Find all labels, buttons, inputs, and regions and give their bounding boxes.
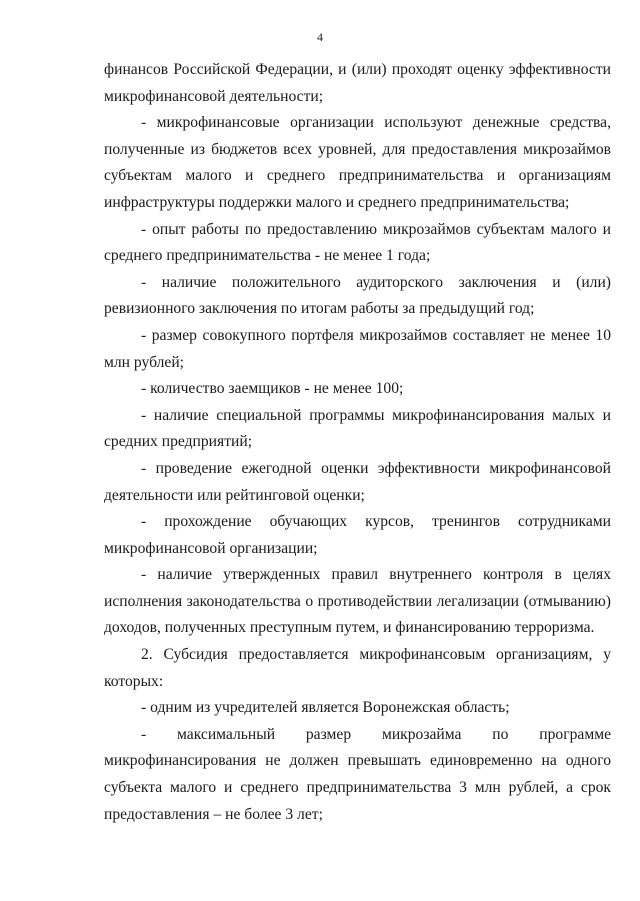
paragraph-experience: - опыт работы по предоставлению микрозаймов субъектам малого и среднего предпринимательства - не менее 1 года; bbox=[104, 220, 611, 265]
paragraph-audit: - наличие положительного аудиторского заключения и (или) ревизионного заключения по итогам работы за предыдущий год; bbox=[104, 273, 611, 318]
paragraph-borrowers-count: - количество заемщиков - не менее 100; bbox=[141, 380, 404, 398]
paragraph-portfolio-size: - размер совокупного портфеля микрозаймов составляет не менее 10 млн рублей; bbox=[104, 326, 611, 371]
paragraph-max-loan: - максимальный размер микрозайма по программе микрофинансирования не должен превышать единовременно на одного субъекта малого и среднего предпринимательства 3 млн рублей, а срок предоставления – не более 3 лет; bbox=[104, 725, 611, 823]
paragraph-special-program: - наличие специальной программы микрофинансирования малых и средних предприятий; bbox=[104, 406, 611, 451]
paragraph-annual-evaluation: - проведение ежегодной оценки эффективности микрофинансовой деятельности или рейтинговой оценки; bbox=[104, 459, 611, 504]
document-body bbox=[104, 57, 611, 828]
paragraph-internal-control: - наличие утвержденных правил внутреннего контроля в целях исполнения законодательства о противодействии легализации (отмыванию) доходов, полученных преступным путем, и финансированию терроризма. bbox=[104, 566, 611, 637]
paragraph-budget-funds: - микрофинансовые организации используют денежные средства, полученные из бюджетов всех уровней, для предоставления микрозаймов субъектам малого и среднего предпринимательства и организациям инфраструктуры поддержки малого и среднего предпринимательства; bbox=[104, 114, 611, 211]
page-number: 4 bbox=[317, 30, 323, 44]
paragraph-subsidy-section: 2. Субсидия предоставляется микрофинансовым организациям, у которых: bbox=[104, 646, 611, 690]
paragraph-training: - прохождение обучающих курсов, тренингов сотрудниками микрофинансовой организации; bbox=[104, 513, 611, 557]
paragraph-continuation: финансов Российской Федерации, и (или) проходят оценку эффективности микрофинансовой деятельности; bbox=[104, 61, 611, 105]
paragraph-founder: - одним из учредителей является Воронежская область; bbox=[141, 699, 510, 717]
